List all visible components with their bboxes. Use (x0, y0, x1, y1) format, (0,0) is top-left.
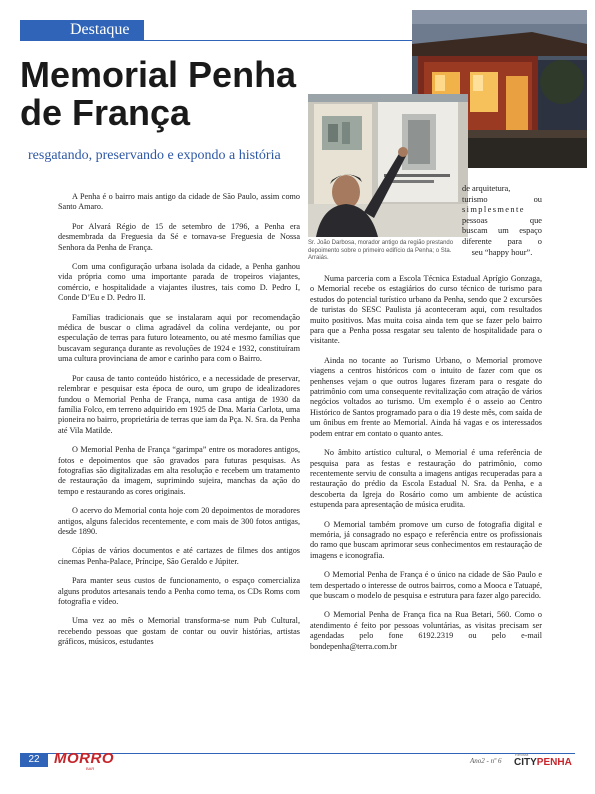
right-column (310, 274, 542, 661)
narrow-column (462, 184, 542, 258)
paragraph: O Memorial também promove um curso de fotografia digital e memória, já consagrado no espaço e referência entre os profissionais do ramo que buscam aprimorar seus conhecimentos em restauração de imagens e iconografia. (310, 519, 542, 560)
city-penha-logo (514, 757, 572, 768)
morro-bar-logo: MORRO (54, 750, 114, 767)
paragraph: O acervo do Memorial conta hoje com 20 depoimentos de moradores antigos, alguns falecidos recentemente, e com mais de 300 fotos antigas, desde 1890. (58, 506, 300, 536)
paragraph: No âmbito artístico cultural, o Memorial é uma referência de pesquisa para as festas e restauração do patrimônio, como recentemente serviu de consulta a imagens antigas recuperadas para a restauração do prédio da Escola Estadual N. Sra. da Penha, e a descoberta da Igreja do Rosário como um ambiente de acústica estupenda para apresentação de música erudita. (310, 448, 542, 510)
paragraph: A Penha é o bairro mais antigo da cidade de São Paulo, assim como Santo Amaro. (58, 192, 300, 212)
paragraph: O Memorial Penha de França “garimpa” entre os moradores antigos, fotos e depoimentos que são gravados para futuras pesquisas. As fotografias são digitalizadas em alta resolução e recebem um tratamento de restauração da imagem, suprimindo sujeira, manchas da ação do tempo e restaurando as cores originais. (58, 445, 300, 496)
narrow-line: diferente para o (462, 236, 542, 246)
paragraph: Ainda no tocante ao Turismo Urbano, o Memorial promove viagens a centros históricos com o intuito de fazer com que os penhenses vejam o que outros lugares fizeram para o resgate do patrimônio com uma consequente revitalização com atração de vários negócios voltados ao turismo. Um exemplo é o asseio ao Centro Histórico de Santos programado para o dia 19 deste mês, com saída de um ônibus em frente ao Memorial. Ainda há vagas e os interessados podem entrar em contato o quanto antes. (310, 355, 542, 438)
left-column (58, 192, 300, 657)
page-number: 22 (28, 754, 40, 765)
paragraph: Por causa de tanto conteúdo histórico, e a necessidade de preservar, relembrar e pesquisar esta época de ouro, um grupo de idealizadores fundou o Memorial Penha de França, numa casa antiga de 1930 da família Folco, em terreno adquirido em 1925 de Dna. Maria Carlota, uma pioneira no bairro, proprietária de terras que iam da Pça. N. Sra. da Penha até Vila Matilde. (58, 373, 300, 435)
section-rule (20, 40, 440, 41)
brand-city: CITY (514, 757, 537, 768)
brand-penha: PENHA (536, 757, 572, 768)
narrow-line: de arquitetura, (462, 184, 511, 193)
issue-label: Ano2 - nº 6 (470, 757, 502, 765)
narrow-line: pessoas que (462, 215, 542, 225)
paragraph: Cópias de vários documentos e até cartazes de filmes dos antigos cinemas Penha-Palace, Príncipe, São Geraldo e Júpiter. (58, 546, 300, 566)
photo-caption: Sr. João Darbosa, morador antigo da região prestando depoimento sobre o primeiro edifício da Penha; o Sta. Arraiás. (308, 240, 454, 261)
article-title-line-1: Memorial Penha (20, 54, 297, 95)
paragraph: Para manter seus custos de funcionamento, o espaço comercializa alguns produtos artesanais tendo a Penha como tema, os CDs Roms com fotografia e vídeo. (58, 576, 300, 606)
article-title-line-2: de França (20, 92, 191, 133)
article-subtitle: resgatando, preservando e expondo a história (28, 148, 281, 163)
narrow-line: seu “happy hour”. (471, 247, 533, 257)
paragraph: Por Alvará Régio de 15 de setembro de 1796, a Penha era desmembrada da Freguesia da Sé e tornava-se Freguesia de Nossa Senhora da Penha de França. (58, 221, 300, 252)
paragraph: Com uma configuração urbana isolada da cidade, a Penha ganhou vida própria como uma importante parada de tropeiros viajantes, comércio, e hospitalidade a viajantes ilustres, tais como D. Pedro I, Conde D’Eu e D. Pedro II. (58, 262, 300, 303)
paragraph: Uma vez ao mês o Memorial transforma-se num Pub Cultural, recebendo pessoas que gostam de contar ou ouvir histórias, artistas gráficos, músicos, estudantes (58, 616, 300, 647)
paragraph: O Memorial Penha de França fica na Rua Betari, 560. Como o atendimento é feito por pessoas voluntárias, as visitas precisam ser agendadas pelo fone 6192.2319 ou pelo e-mail bondepenha@terra.com.br (310, 610, 542, 651)
article-title (20, 56, 350, 132)
brand-small-label: Revista (515, 752, 529, 757)
narrow-line: turismo ou (462, 194, 542, 204)
paragraph: O Memorial Penha de França é o único na cidade de São Paulo e tem despertado o interesse de outros bairros, como a Mooca e Tatuapé, que buscam o modelo de pesquisa e estrutura para fazer algo parecido. (310, 570, 542, 600)
paragraph: Numa parceria com a Escola Técnica Estadual Aprígio Gonzaga, o Memorial recebe os estagiários do curso técnico de turismo para estudos do potencial turístico urbano da Penha, sendo que 2 excursões de turistas do SESC Paulista já aconteceram aqui, com resultados muito positivos. Mas muita coisa ainda tem que se fazer pelo bairro para que a Penha possa resgatar seu talento de hospitalidade para o visitante. (310, 274, 542, 346)
narrow-line: simplesmente (462, 205, 525, 215)
morro-bar-logo-sub: BAR (86, 766, 95, 771)
section-label: Destaque (70, 21, 130, 38)
interviewee-photo (308, 94, 468, 237)
paragraph: Famílias tradicionais que se instalaram aqui por recomendação médica de buscar o clima agradável da colina verdejante, ou por especulação de terras para futuro loteamento, ou até mesmo famílias que buscavam segurança durante as revoluções de 1924 e 1932, constituíram uma cultura provinciana de amor e carinho para com o Bairro. (58, 312, 300, 364)
narrow-line: buscam um espaço (462, 226, 542, 236)
